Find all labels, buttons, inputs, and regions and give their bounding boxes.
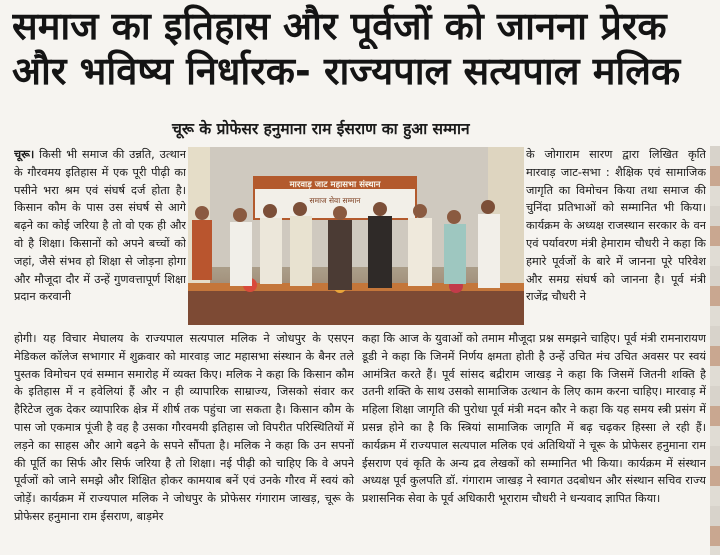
banner-title: मारवाड़ जाट महासभा संस्थान <box>289 180 381 190</box>
article-text-bottom-right: कहा कि आज के युवाओं को तमाम मौजूदा प्रश्न समझने चाहिए। पूर्व मंत्री रामनारायण डूडी ने कहा कि जिनमें निर्णय क्षमता होती है उन्हें उचित मंच उचित अवसर पर स्वयं आमंत्रित करते हैं। पूर्व सांसद बद्रीराम जाखड़ ने कहा कि जिसमें जितनी शक्ति है उतनी शक्ति के साथ उसको सामाजिक उत्थान के लिए काम करना चाहिए। मारवाड़ में महिला शिक्षा जागृति की पुरोधा पूर्व मंत्री मदन कौर ने कहा कि यह समय स्त्री प्रसंग में प्रसन्न होने का है कि स्त्रियां सामाजिक जागृति में बढ़ चढ़कर हिस्सा ले रही हैं। कार्यक्रम में राज्यपाल सत्यपाल मलिक एवं अतिथियों ने चूरू के प्रोफेसर हनुमाना राम ईसराण एवं कृति के अन्य द्रव लेखकों को सम्मानित भी किया। कार्यक्रम में संस्थान अध्यक्ष पूर्व कुलपति डॉ. गंगाराम जाखड़ ने स्वागत उदबोधन और संस्थान सचिव राज्य प्रशासनिक सेवा के पूर्व अधिकारी भूराराम चौधरी ने धन्यवाद ज्ञापित किया। <box>362 332 706 506</box>
headline-line-1: समाज का इतिहास और पूर्वजों को जानना प्रेरक <box>12 4 667 48</box>
headline <box>12 4 708 94</box>
article-column-left <box>14 146 186 331</box>
article-column-right: के जोगाराम सारण द्वारा लिखित कृति मारवाड़ जाट-सभा : शैक्षिक एवं सामाजिक जागृति का विमोचन किया तथा समाज की चुनिंदा प्रतिभाओं को सम्मानित भी किया। कार्यक्रम के अध्यक्ष राजस्थान सरकार के वन एवं पर्यावरण मंत्री हेमाराम चौधरी ने कहा कि हमारे पूर्वजों के बारे में जानना पूरे परिवेश और समग्र संघर्ष को जानना है। पूर्व मंत्री राजेंद्र चौधरी ने <box>526 148 706 304</box>
article-text-left: किसी भी समाज की उन्नति, उत्थान के गौरवमय इतिहास में एक पूरी पीढ़ी का पसीने भरा श्रम एवं संघर्ष दर्ज होता है। किसान कौम के पास उस संघर्ष से आगे बढ़ने का कोई जरिया है तो वो एक ही और वो है शिक्षा। किसानों को अपने बच्चों को जहां, जैसे संभव हो शिक्षा से जोड़ना होगा और मौजूदा दौर में उन्हें गुणवत्तापूर्ण शिक्षा प्रदान करवानी <box>14 148 186 304</box>
people-figures <box>192 200 500 290</box>
headline-line-2: और भविष्य निर्धारक- राज्यपाल सत्यपाल मलिक <box>12 49 681 93</box>
banner-subtitle: समाज सेवा सम्मान <box>309 196 361 205</box>
event-photo-illustration <box>188 147 524 325</box>
subheadline: चूरू के प्रोफेसर हनुमाना राम ईसराण का हुआ सम्मान <box>172 120 470 138</box>
event-photo <box>188 147 524 325</box>
adjacent-article-edge <box>710 146 720 555</box>
article-text-bottom-left: होगी। यह विचार मेघालय के राज्यपाल सत्यपाल मलिक ने जोधपुर के एसएन मेडिकल कॉलेज सभागार में शुक्रवार को मारवाड़ जाट महासभा संस्थान के बैनर तले पुस्तक विमोचन एवं सम्मान समारोह में व्यक्त किए। मलिक ने कहा कि किसान कौम के इतिहास में न हवेलियां हैं और न ही व्यापारिक साम्राज्य, जिसको संवार कर हैरिटेज लुक देकर व्यापारिक क्षेत्र में शीर्ष तक पहुंचा जा सकता है। किसान कौम के पास जो एकमात्र पूंजी है वह है उसका गौरवमयी इतिहास जो विपरीत परिस्थितियों में लड़ने का साहस और आगे बढ़ने के सपने सौंपता है। मलिक ने कहा कि उन सपनों की पूर्ति का सिर्फ और सिर्फ जरिया है तो शिक्षा। नई पीढ़ी को चाहिए कि वे अपने पूर्वजों को जाने समझे और शिक्षित होकर कामयाब बनें एवं उनके गौरव में स्वयं को जोड़ें। कार्यक्रम में राज्यपाल मलिक ने जोधपुर के प्रोफेसर गंगाराम जाखड़, चूरू के प्रोफेसर हनुमाना राम ईसराण, बाड़मेर <box>14 332 354 523</box>
dateline: चूरू। <box>14 148 35 161</box>
